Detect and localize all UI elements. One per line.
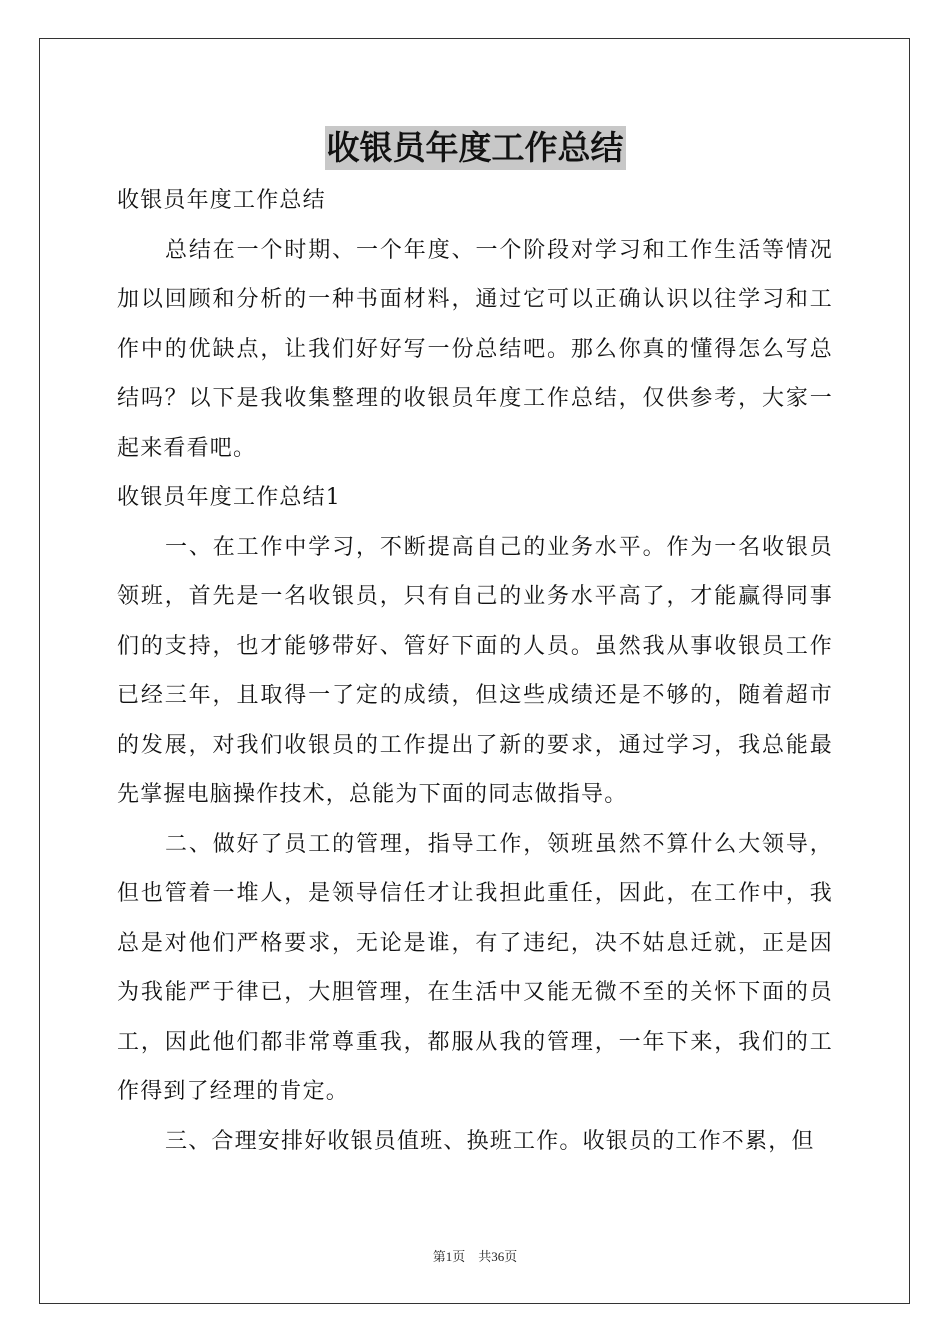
paragraph-intro: 总结在一个时期、一个年度、一个阶段对学习和工作生活等情况加以回顾和分析的一种书面材料，通过它可以正确认识以往学习和工作中的优缺点，让我们好好写一份总结吧。那么你真的懂得怎么写总结吗？以下是我收集整理的收银员年度工作总结，仅供参考，大家一起来看看吧。 (117, 237, 833, 461)
paragraph-heading: 收银员年度工作总结 (117, 188, 326, 213)
title-container (117, 126, 833, 172)
paragraph-section-heading: 收银员年度工作总结1 (117, 485, 341, 510)
page-footer: 第1页 共36页 (432, 1249, 518, 1264)
document-title: 收银员年度工作总结 (325, 126, 626, 170)
paragraph-point-2: 二、做好了员工的管理，指导工作，领班虽然不算什么大领导，但也管着一堆人，是领导信任才让我担此重任，因此，在工作中，我总是对他们严格要求，无论是谁，有了违纪，决不姑息迁就，正是因为我能严于律已，大胆管理，在生活中又能无微不至的关怀下面的员工，因此他们都非常尊重我，都服从我的管理，一年下来，我们的工作得到了经理的肯定。 (117, 831, 833, 1104)
document-body (117, 126, 833, 1166)
paragraph-point-1: 一、在工作中学习，不断提高自己的业务水平。作为一名收银员领班，首先是一名收银员，只有自己的业务水平高了，才能赢得同事们的支持，也才能够带好、管好下面的人员。虽然我从事收银员工作已经三年，且取得一了定的成绩，但这些成绩还是不够的，随着超市的发展，对我们收银员的工作提出了新的要求，通过学习，我总能最先掌握电脑操作技术，总能为下面的同志做指导。 (117, 534, 833, 807)
paragraph-point-3: 三、合理安排好收银员值班、换班工作。收银员的工作不累，但 (165, 1128, 815, 1154)
